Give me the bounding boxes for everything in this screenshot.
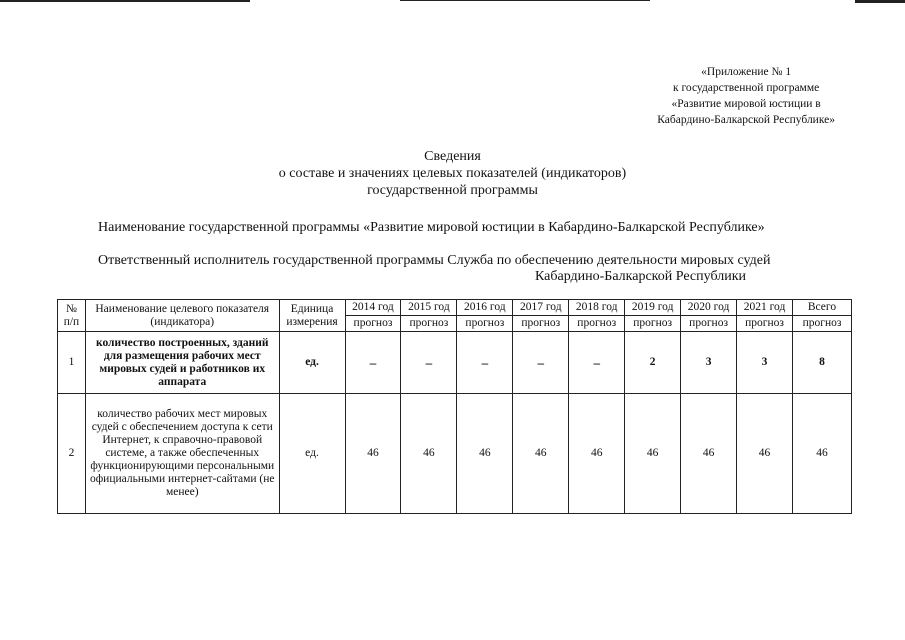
row-num: 1 <box>58 332 86 394</box>
header-forecast: прогноз <box>513 316 569 332</box>
executor-line: Ответственный исполнитель государственной программы Служба по обеспечению деятельности мировых судей <box>98 253 771 268</box>
program-name-line: Наименование государственной программы «Развитие мировой юстиции в Кабардино-Балкарской Республике» <box>98 220 765 235</box>
document-title: Сведения <box>424 149 481 164</box>
header-num: № п/п <box>58 300 86 332</box>
table-row <box>58 394 852 514</box>
header-year: 2020 год <box>681 300 737 316</box>
executor-line-continued: Кабардино-Балкарской Республики <box>535 269 746 284</box>
header-forecast: прогноз <box>345 316 401 332</box>
row-value: 46 <box>345 394 401 514</box>
header-forecast: прогноз <box>457 316 513 332</box>
document-subtitle: государственной программы <box>367 183 538 198</box>
row-num: 2 <box>58 394 86 514</box>
scan-artifact-line <box>855 0 905 3</box>
row-value: 3 <box>681 332 737 394</box>
row-indicator-name: количество построенных, зданий для размещения рабочих мест мировых судей и работников их аппарата <box>85 332 279 394</box>
appendix-note <box>657 64 835 128</box>
table-row <box>58 332 852 394</box>
appendix-line: «Приложение № 1 <box>701 66 792 78</box>
row-value: 2 <box>625 332 681 394</box>
row-value: – <box>345 332 401 394</box>
scan-artifact-line <box>0 0 250 2</box>
row-value: 46 <box>625 394 681 514</box>
row-value: 46 <box>569 394 625 514</box>
header-total: Всего <box>793 300 852 316</box>
row-value: 3 <box>737 332 793 394</box>
row-total: 46 <box>793 394 852 514</box>
header-forecast: прогноз <box>737 316 793 332</box>
scan-artifact-line <box>400 0 650 1</box>
row-value: – <box>569 332 625 394</box>
row-total: 8 <box>793 332 852 394</box>
row-value: – <box>513 332 569 394</box>
header-forecast: прогноз <box>793 316 852 332</box>
row-unit: ед. <box>279 394 345 514</box>
header-forecast: прогноз <box>569 316 625 332</box>
header-year: 2019 год <box>625 300 681 316</box>
document-subtitle: о составе и значениях целевых показателей (индикаторов) <box>278 166 627 181</box>
header-year: 2017 год <box>513 300 569 316</box>
header-year: 2014 год <box>345 300 401 316</box>
row-value: 46 <box>457 394 513 514</box>
row-value: 46 <box>513 394 569 514</box>
header-year: 2015 год <box>401 300 457 316</box>
appendix-line: Кабардино-Балкарской Республике» <box>657 114 835 126</box>
header-forecast: прогноз <box>401 316 457 332</box>
document-heading <box>0 148 905 199</box>
header-year: 2016 год <box>457 300 513 316</box>
header-year: 2018 год <box>569 300 625 316</box>
header-unit: Единица измерения <box>279 300 345 332</box>
appendix-line: «Развитие мировой юстиции в <box>671 98 821 110</box>
row-value: – <box>401 332 457 394</box>
row-indicator-name: количество рабочих мест мировых судей с обеспечением доступа к сети Интернет, к справочно-правовой системе, а также обеспеченных функционирующими персональными официальными интернет-сайтами (не менее) <box>85 394 279 514</box>
row-value: 46 <box>681 394 737 514</box>
row-unit: ед. <box>279 332 345 394</box>
table-header-row <box>58 300 852 316</box>
header-year: 2021 год <box>737 300 793 316</box>
header-forecast: прогноз <box>625 316 681 332</box>
row-value: – <box>457 332 513 394</box>
header-forecast: прогноз <box>681 316 737 332</box>
appendix-line: к государственной программе <box>673 82 820 94</box>
header-name: Наименование целевого показателя (индикатора) <box>85 300 279 332</box>
row-value: 46 <box>401 394 457 514</box>
indicators-table <box>57 299 852 514</box>
row-value: 46 <box>737 394 793 514</box>
